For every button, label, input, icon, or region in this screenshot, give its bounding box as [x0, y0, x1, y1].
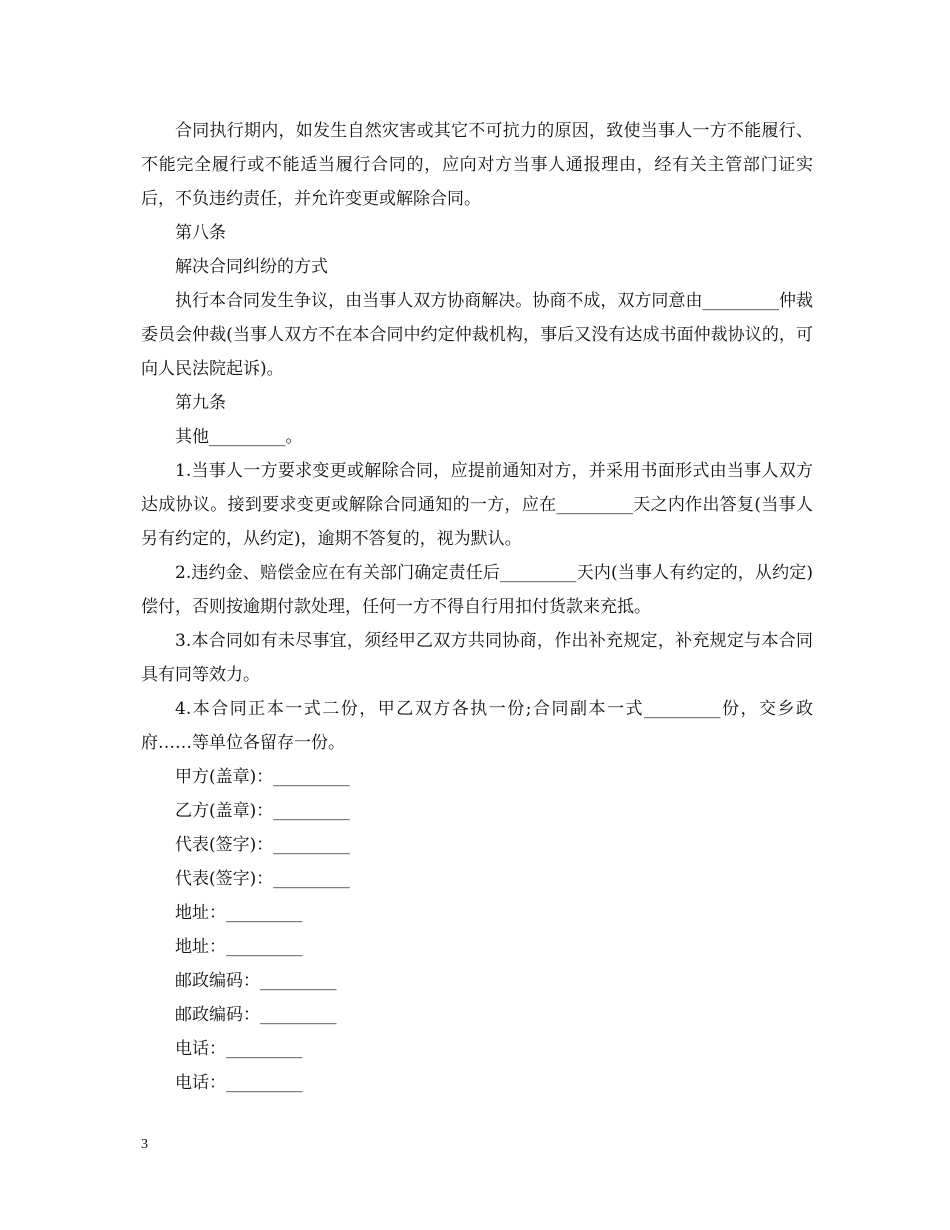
- address-b-line: 地址：_________: [175, 937, 303, 957]
- clause-3: 3.本合同如有未尽事宜，须经甲乙双方共同协商，作出补充规定，补充规定与本合同具有同等效力。: [141, 631, 813, 685]
- page-number: 3: [141, 1137, 148, 1152]
- phone-a-line: 电话：_________: [175, 1039, 303, 1059]
- clause-2: 2.违约金、赔偿金应在有关部门确定责任后_________天内(当事人有约定的，从约定)偿付，否则按逾期付款处理，任何一方不得自行用扣付货款来充抵。: [141, 563, 813, 617]
- article-9-heading: 第九条: [175, 393, 226, 413]
- party-b-seal-line: 乙方(盖章)：_________: [175, 801, 350, 821]
- clause-1: 1.当事人一方要求变更或解除合同，应提前通知对方，并采用书面形式由当事人双方达成协议。接到要求变更或解除合同通知的一方，应在_________天之内作出答复(当事人另有约定的，从约定)，逾期不答复的，视为默认。: [141, 461, 813, 549]
- document-body: [141, 114, 813, 1100]
- clause-4: 4.本合同正本一式二份，甲乙双方各执一份;合同副本一式_________份，交乡政府……等单位各留存一份。: [141, 699, 813, 753]
- party-a-seal-line: 甲方(盖章)：_________: [175, 767, 350, 787]
- article-8-heading: 第八条: [175, 223, 226, 243]
- representative-b-signature-line: 代表(签字)：_________: [175, 869, 350, 889]
- phone-b-line: 电话：_________: [175, 1073, 303, 1093]
- paragraph-other: 其他_________。: [175, 427, 303, 447]
- address-a-line: 地址：_________: [175, 903, 303, 923]
- paragraph-force-majeure: 合同执行期内，如发生自然灾害或其它不可抗力的原因，致使当事人一方不能履行、不能完全履行或不能适当履行合同的，应向对方当事人通报理由，经有关主管部门证实后，不负违约责任，并允许变更或解除合同。: [141, 121, 813, 209]
- representative-a-signature-line: 代表(签字)：_________: [175, 835, 350, 855]
- dispute-resolution-heading: 解决合同纠纷的方式: [175, 257, 328, 277]
- postal-code-b-line: 邮政编码：_________: [175, 1005, 337, 1025]
- paragraph-arbitration: 执行本合同发生争议，由当事人双方协商解决。协商不成，双方同意由_________仲裁委员会仲裁(当事人双方不在本合同中约定仲裁机构，事后又没有达成书面仲裁协议的，可向人民法院起诉)。: [141, 291, 813, 379]
- postal-code-a-line: 邮政编码：_________: [175, 971, 337, 991]
